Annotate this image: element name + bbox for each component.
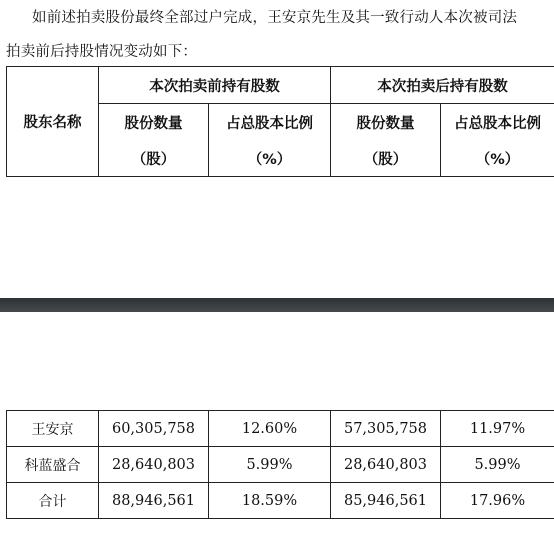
shareholding-header-table [6, 66, 554, 177]
row-name: 合计 [7, 483, 99, 519]
row-before-ratio: 12.60% [209, 411, 331, 447]
row-name: 王安京 [7, 411, 99, 447]
header-before-ratio-unit: （%） [209, 140, 331, 177]
header-shareholder-name: 股东名称 [7, 67, 99, 177]
row-before-ratio: 18.59% [209, 483, 331, 519]
header-after-shares: 股份数量 [331, 104, 441, 141]
table-row [7, 483, 554, 519]
header-after-shares-unit: （股） [331, 140, 441, 177]
header-after-ratio-unit: （%） [441, 140, 554, 177]
row-after-ratio: 17.96% [441, 483, 554, 519]
header-before-ratio: 占总股本比例 [209, 104, 331, 141]
row-before-shares: 60,305,758 [99, 411, 209, 447]
table-row [7, 411, 554, 447]
row-before-shares: 28,640,803 [99, 447, 209, 483]
table-row [7, 447, 554, 483]
header-before-shares: 股份数量 [99, 104, 209, 141]
row-name: 科蓝盛合 [7, 447, 99, 483]
row-before-shares: 88,946,561 [99, 483, 209, 519]
row-after-ratio: 11.97% [441, 411, 554, 447]
page-divider [0, 298, 554, 312]
header-after-auction: 本次拍卖后持有股数 [331, 67, 554, 104]
header-before-shares-unit: （股） [99, 140, 209, 177]
header-after-ratio: 占总股本比例 [441, 104, 554, 141]
row-after-shares: 28,640,803 [331, 447, 441, 483]
paragraph-line-1: 如前述拍卖股份最终全部过户完成，王安京先生及其一致行动人本次被司法 [32, 10, 518, 26]
row-before-ratio: 5.99% [209, 447, 331, 483]
header-before-auction: 本次拍卖前持有股数 [99, 67, 331, 104]
row-after-shares: 85,946,561 [331, 483, 441, 519]
row-after-shares: 57,305,758 [331, 411, 441, 447]
paragraph-line-2: 拍卖前后持股情况变动如下： [6, 44, 198, 60]
shareholding-data-table [6, 410, 554, 519]
row-after-ratio: 5.99% [441, 447, 554, 483]
